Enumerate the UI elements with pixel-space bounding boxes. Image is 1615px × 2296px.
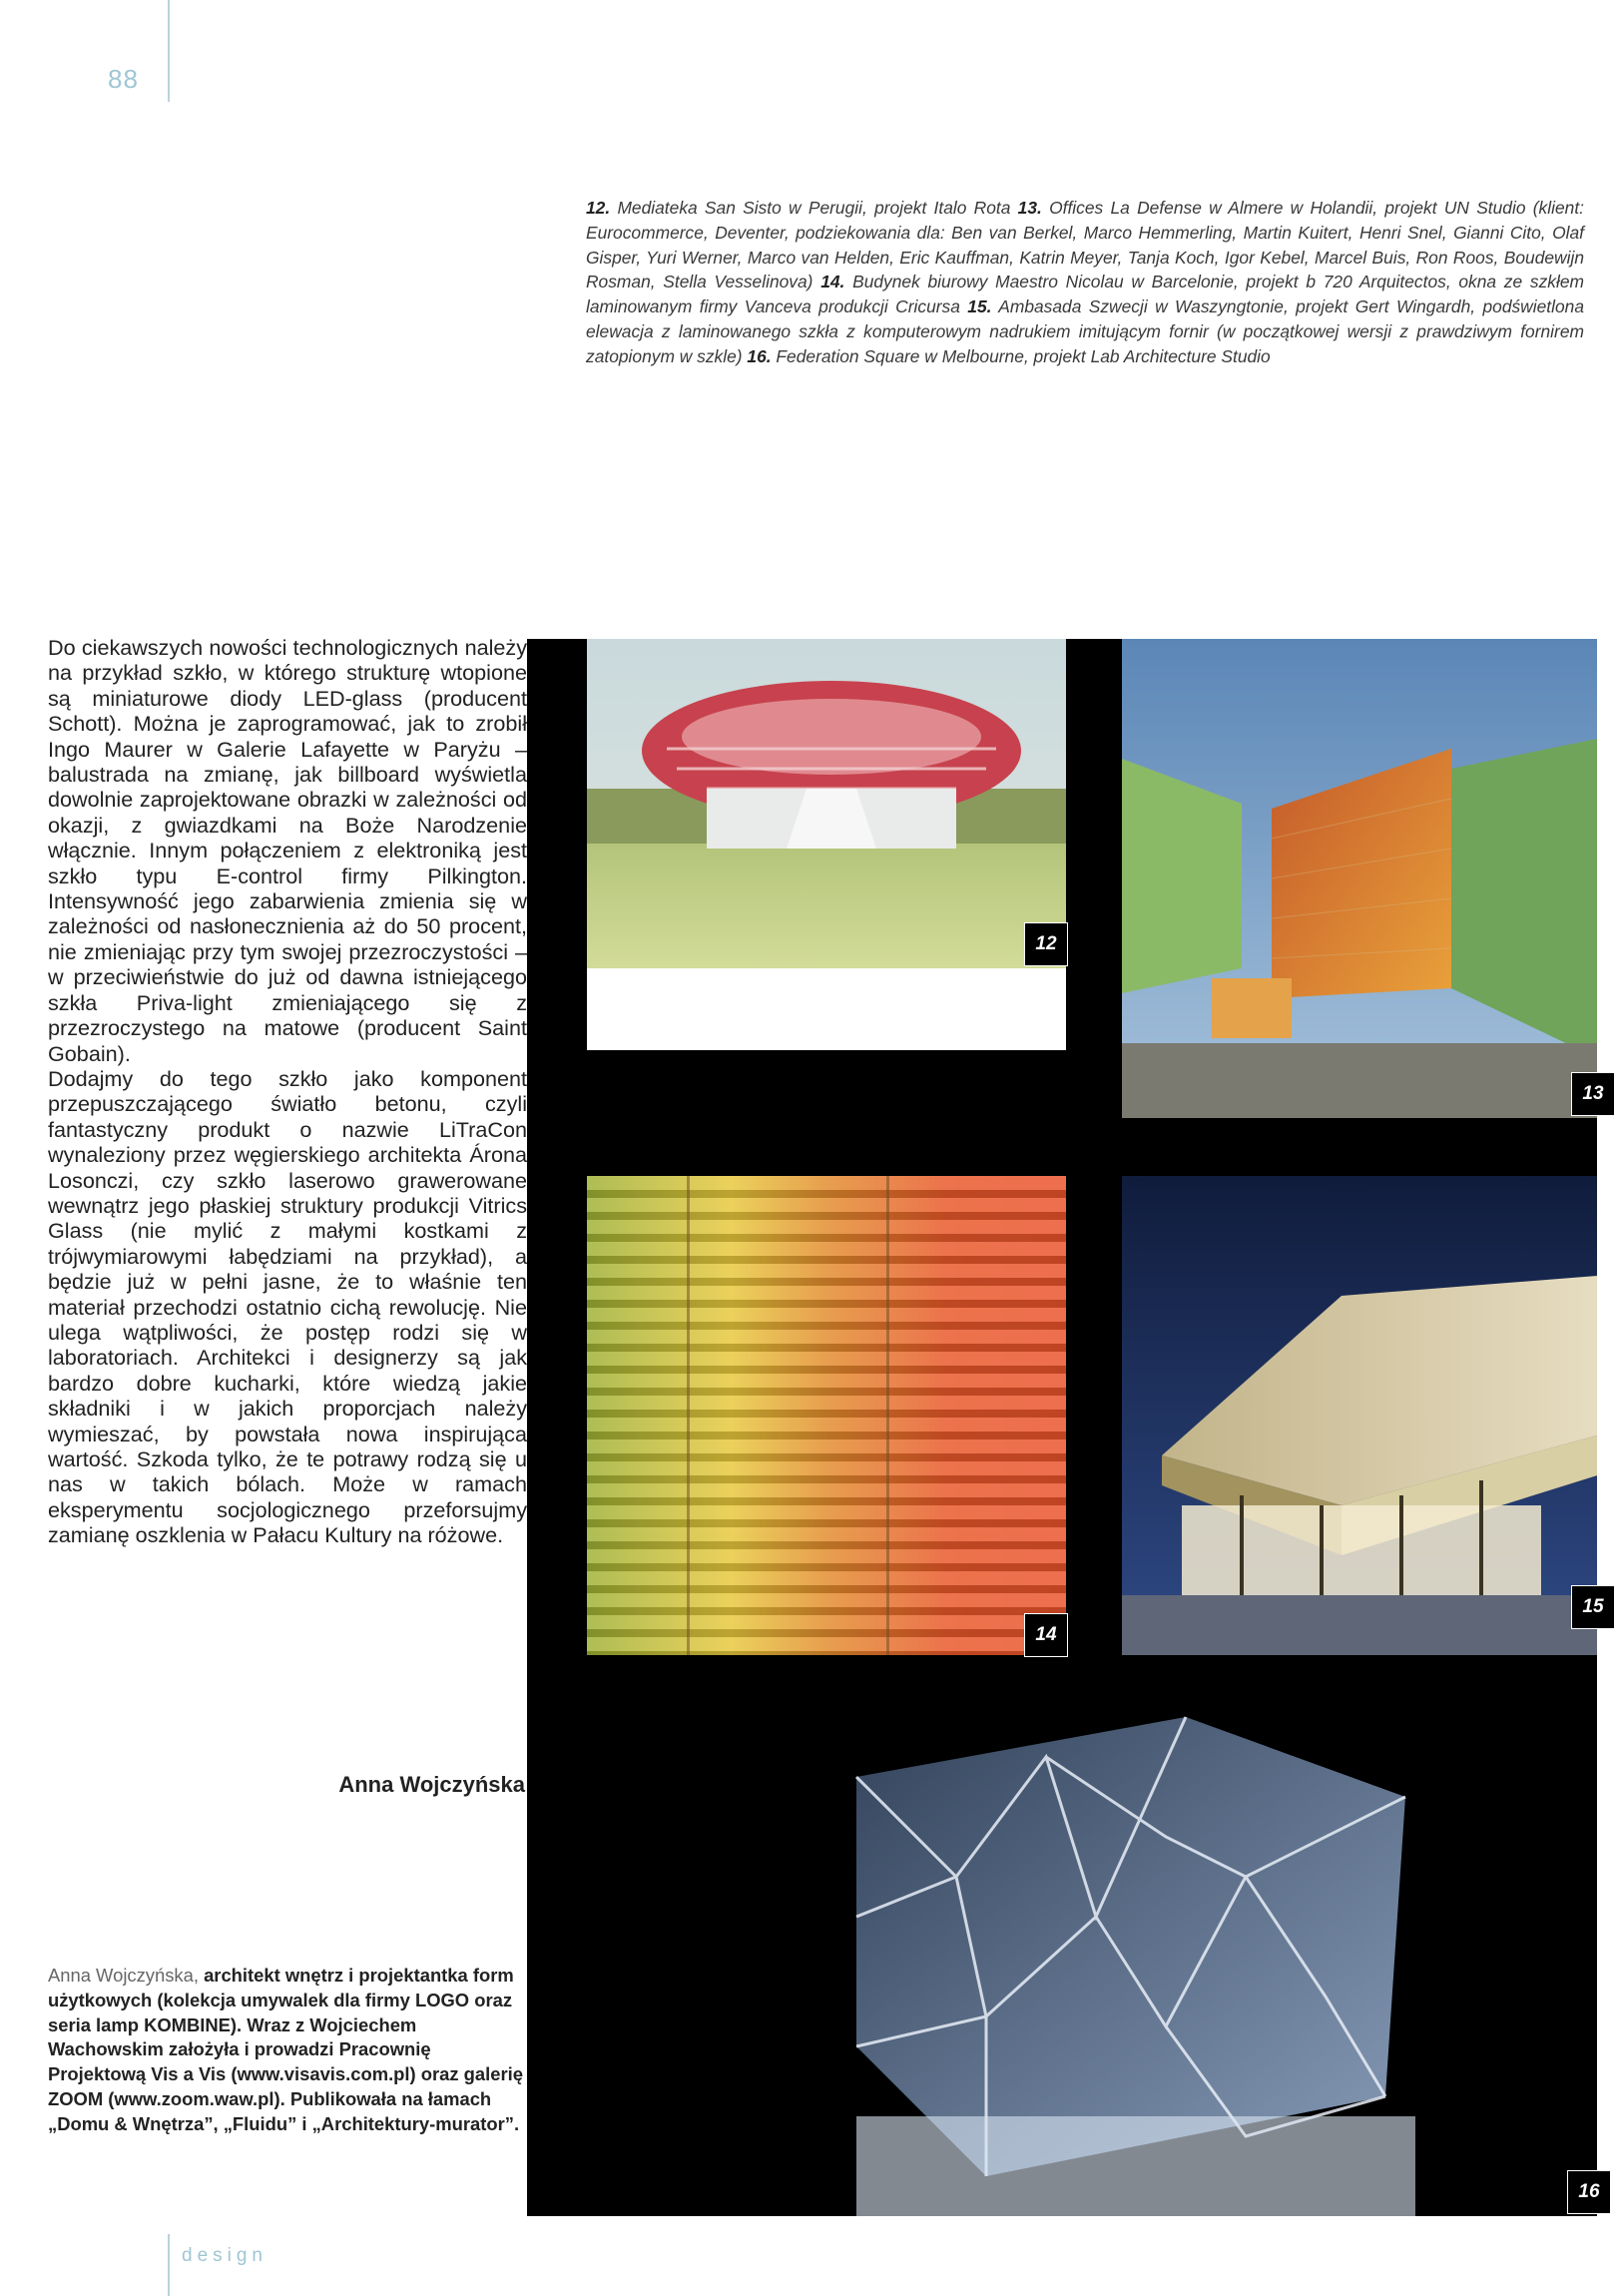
caption-number: 12. — [586, 198, 611, 218]
caption-number: 14. — [820, 272, 845, 292]
photo-13-label: 13 — [1571, 1072, 1615, 1116]
photo-12 — [587, 639, 1066, 1050]
bio-text: architekt wnętrz i projektantka form użytkowych (kolekcja umywalek dla firmy LOGO oraz seria lamp KOMBINE). Wraz z Wojciechem Wachowskim założyła i prowadzi Pracownię Projektową Vis a Vis (www.visavis.com.pl) oraz galerię ZOOM (www.zoom.waw.pl). Publikowała na łamach „Domu & Wnętrza”, „Fluidu” i „Architektury-murator”. — [48, 1965, 523, 2134]
photo-14-label: 14 — [1024, 1613, 1068, 1657]
photo-12-image — [587, 639, 1066, 1050]
article-body — [48, 635, 527, 1548]
author-bio — [48, 1964, 527, 2137]
photo-16-label: 16 — [1567, 2170, 1611, 2214]
bio-name: Anna Wojczyńska, — [48, 1965, 199, 1986]
caption-text: Mediateka San Sisto w Perugii, projekt Italo Rota — [610, 198, 1018, 218]
photo-15 — [1122, 1176, 1604, 1655]
article-paragraph: Dodajmy do tego szkło jako komponent przepuszczającego światło betonu, czyli fantastyczny produkt o nazwie LiTraCon wynaleziony przez węgierskiego architekta Árona Losonczi, czy szkło laserowo grawerowane wewnątrz jego płaskiej struktury produkcji Vitrics Glass (nie mylić z małymi kostkami z trójwymiarowymi łabędziami na przykład), a będzie już w pełni jasne, że to właśnie ten materiał przechodzi ostatnio cichą rewolucję. Nie ulega wątpliwości, że postęp rodzi się w laboratoriach. Architekci i designerzy są jak bardzo dobre kucharki, które wiedzą jakie składniki i w jakich proporcjach należy wymieszać, by powstała nowa inspirująca wartość. Szkoda tylko, że te potrawy rodzą się u nas w takich bólach. Może w ramach eksperymentu socjologicznego przeforsujmy zamianę oszklenia w Pałacu Kultury na różowe. — [48, 1065, 527, 1548]
photo-12-label: 12 — [1024, 922, 1068, 966]
photo-14-image — [587, 1176, 1066, 1655]
photo-14 — [587, 1176, 1066, 1655]
photo-panel — [527, 639, 1604, 2216]
photo-captions — [586, 196, 1584, 369]
photo-13 — [1122, 639, 1604, 1118]
caption-number: 13. — [1017, 198, 1042, 218]
article-paragraph: Do ciekawszych nowości technologicznych należy na przykład szkło, w którego strukturę wtopione są miniaturowe diody LED-glass (producent Schott). Można je zaprogramować, jak to zrobił Ingo Maurer w Galerie Lafayette w Paryżu – balustrada na zmianę, jak billboard wyświetla dowolnie zaprojektowane obrazki w zależności od okazji, z gwiazdkami na Boże Narodzenie włącznie. Innym połączeniem z elektroniką jest szkło typu E-control firmy Pilkington. Intensywność jego zabarwienia zmienia się w zależności od nasłonecznienia aż do 50 procent, nie zmieniając przy tym swojej przezroczystości – w przeciwieństwie do już od dawna istniejącego szkła Priva-light zmieniającego się z przezroczystego na matowe (producent Saint Gobain). — [48, 635, 527, 1066]
page-number: 88 — [108, 64, 139, 94]
caption-text: Ambasada Szwecji w Waszyngtonie, projekt Gert Wingardh, podświetlona elewacja z laminowanego szkła z komputerowym nadrukiem imitującym fornir (w początkowej wersji z prawdziwym fornirem zatopionym w szkle) — [586, 296, 1584, 366]
caption-number: 16. — [747, 345, 772, 366]
section-footer: design — [182, 2245, 268, 2266]
photo-15-label: 15 — [1571, 1585, 1615, 1629]
caption-text: Offices La Defense w Almere w Holandii, projekt UN Studio (klient: Eurocommerce, Deventer, podziekowania dla: Ben van Berkel, Marco Hemmerling, Martin Kuitert, Henri Snel, Gianni Cito, Olaf Gisper, Yuri Werner, Marco van Helden, Eric Kauffman, Katrin Meyer, Tanja Koch, Igor Kebel, Marcel Buis, Ron Roos, Boudewijn Rosman, Stella Vesselinova) — [586, 198, 1584, 292]
caption-text: Budynek biurowy Maestro Nicolau w Barcelonie, projekt b 720 Arquitectos, okna ze szkłem laminowanym firmy Vanceva produkcji Cricursa — [586, 272, 1584, 317]
author-signature: Anna Wojczyńska — [338, 1772, 525, 1797]
photo-15-image — [1122, 1176, 1597, 1655]
photo-13-image — [1122, 639, 1597, 1118]
caption-text: Federation Square w Melbourne, projekt Lab Architecture Studio — [771, 345, 1271, 366]
caption-number: 15. — [967, 296, 992, 317]
margin-rule-bottom — [168, 2234, 170, 2296]
photo-16 — [627, 1717, 1600, 2216]
margin-rule-top — [168, 0, 170, 102]
photo-16-image — [627, 1717, 1597, 2216]
